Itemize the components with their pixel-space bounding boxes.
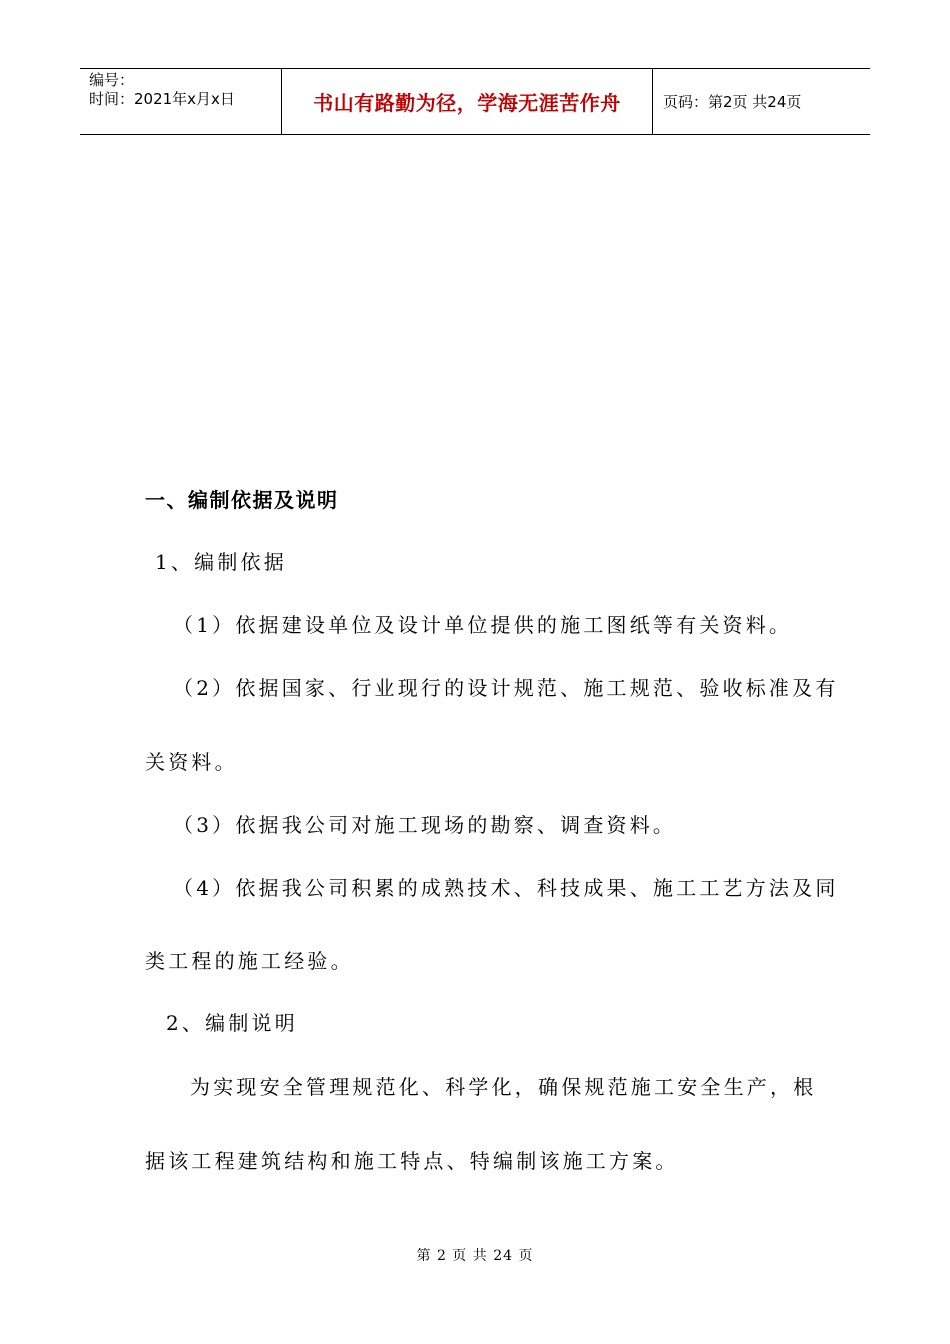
basis-item-4-line-2: 类工程的施工经验。 (145, 949, 354, 973)
header-motto: 书山有路勤为径，学海无涯苦作舟 (282, 69, 653, 134)
explanation-paragraph-line-2: 据该工程建筑结构和施工特点、特编制该施工方案。 (145, 1149, 679, 1173)
subsection-title-basis: 1、编制依据 (155, 550, 287, 574)
header-page-info: 页码：第2页 共24页 (663, 93, 802, 111)
page-footer: 第 2 页 共 24 页 (416, 1248, 534, 1264)
explanation-paragraph-line-1: 为实现安全管理规范化、科学化，确保规范施工安全生产，根 (190, 1075, 817, 1099)
document-time-label: 时间：2021年x月x日 (89, 90, 235, 108)
subsection-title-explanation: 2、编制说明 (166, 1011, 298, 1035)
section-heading: 一、编制依据及说明 (145, 488, 339, 512)
basis-item-2-line-1: （2）依据国家、行业现行的设计规范、施工规范、验收标准及有 (173, 676, 839, 700)
header-meta (80, 69, 282, 134)
document-number-label: 编号： (89, 71, 135, 89)
basis-item-2-line-2: 关资料。 (145, 750, 238, 774)
basis-item-4-line-1: （4）依据我公司积累的成熟技术、科技成果、施工工艺方法及同 (173, 876, 839, 900)
basis-item-1: （1）依据建设单位及设计单位提供的施工图纸等有关资料。 (173, 613, 793, 637)
basis-item-3: （3）依据我公司对施工现场的勘察、调查资料。 (173, 813, 677, 837)
page-header (80, 68, 870, 135)
